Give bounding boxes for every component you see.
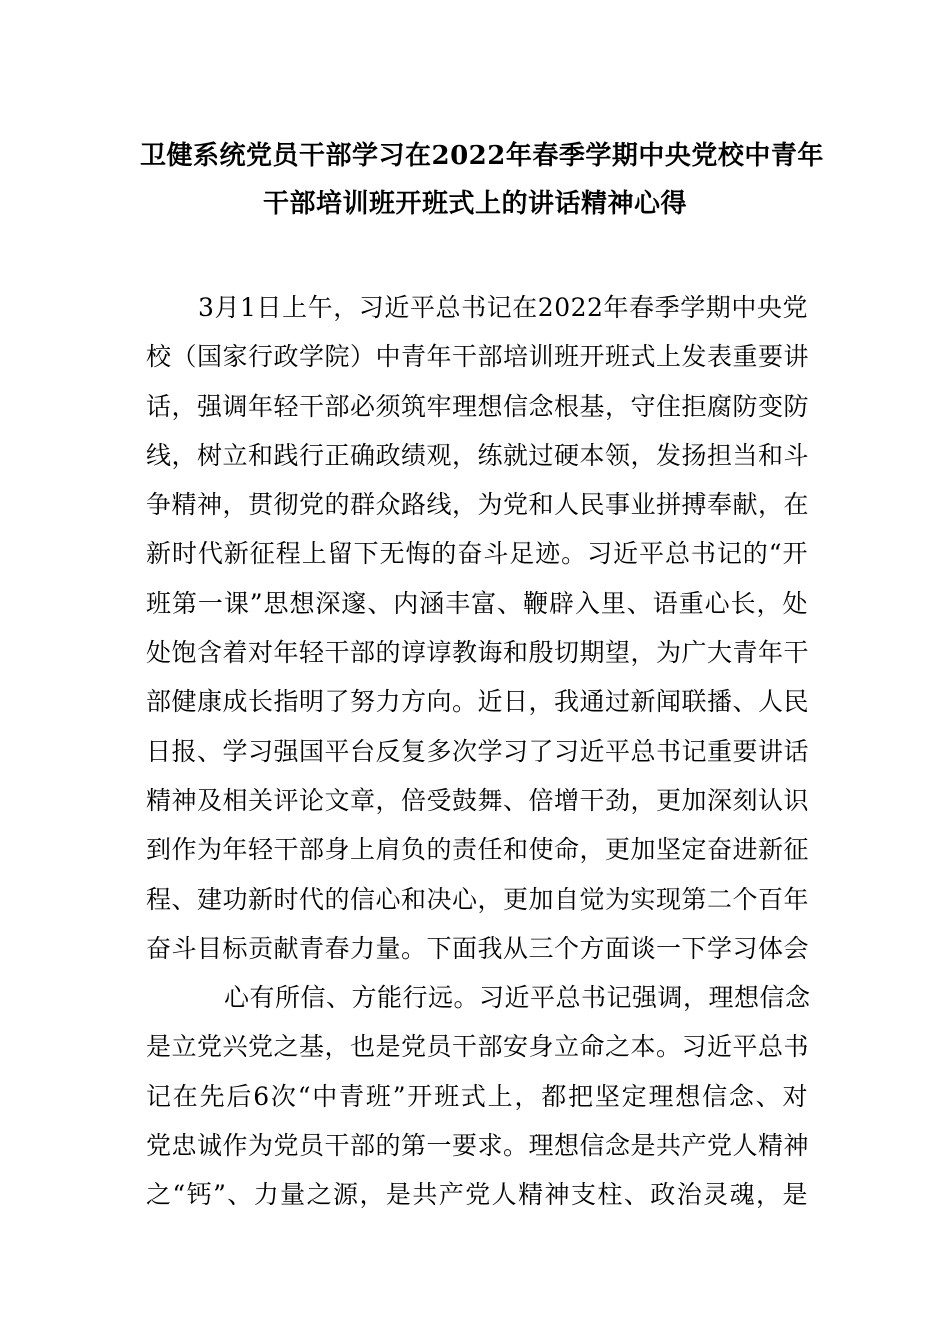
document-body [146, 283, 811, 1220]
title-line: 卫健系统党员干部学习在2022年春季学期中央党校中青年 [140, 141, 824, 171]
body-line: 3月1日上午，习近平总书记在2022年春季学期中央党 [198, 293, 808, 322]
document-title [140, 132, 824, 228]
body-line: 线，树立和践行正确政绩观，练就过硬本领，发扬担当和斗 [146, 440, 810, 470]
body-line: 日报、学习强国平台反复多次学习了习近平总书记重要讲话 [146, 736, 810, 766]
body-line: 话，强调年轻干部必须筑牢理想信念根基，守住拒腐防变防 [146, 391, 810, 421]
body-line: 奋斗目标贡献青春力量。下面我从三个方面谈一下学习体会 [146, 933, 810, 963]
paragraph-conviction [146, 973, 811, 1219]
body-line: 处饱含着对年轻干部的谆谆教诲和殷切期望，为广大青年干 [146, 638, 810, 668]
body-line: 新时代新征程上留下无悔的奋斗足迹。习近平总书记的“开 [146, 539, 808, 569]
body-line: 之“钙”、力量之源，是共产党人精神支柱、政治灵魂，是 [146, 1180, 808, 1210]
body-line: 校（国家行政学院）中青年干部培训班开班式上发表重要讲 [146, 342, 810, 372]
body-line: 部健康成长指明了努力方向。近日，我通过新闻联播、人民 [146, 687, 810, 717]
body-line: 程、建功新时代的信心和决心，更加自觉为实现第二个百年 [146, 884, 810, 914]
body-line: 精神及相关评论文章，倍受鼓舞、倍增干劲，更加深刻认识 [146, 785, 810, 815]
title-line: 干部培训班开班式上的讲话精神心得 [262, 189, 687, 219]
body-line: 争精神，贯彻党的群众路线，为党和人民事业拼搏奉献，在 [146, 490, 810, 520]
body-line: 心有所信、方能行远。习近平总书记强调，理想信念 [224, 983, 811, 1013]
body-line: 是立党兴党之基，也是党员干部安身立命之本。习近平总书 [146, 1032, 810, 1062]
paragraph-intro [146, 283, 808, 973]
body-line: 党忠诚作为党员干部的第一要求。理想信念是共产党人精神 [146, 1131, 810, 1161]
body-line: 班第一课”思想深邃、内涵丰富、鞭辟入里、语重心长，处 [146, 588, 808, 618]
body-line: 记在先后6次“中青班”开班式上，都把坚定理想信念、对 [146, 1081, 808, 1111]
body-line: 到作为年轻干部身上肩负的责任和使命，更加坚定奋进新征 [146, 835, 810, 865]
